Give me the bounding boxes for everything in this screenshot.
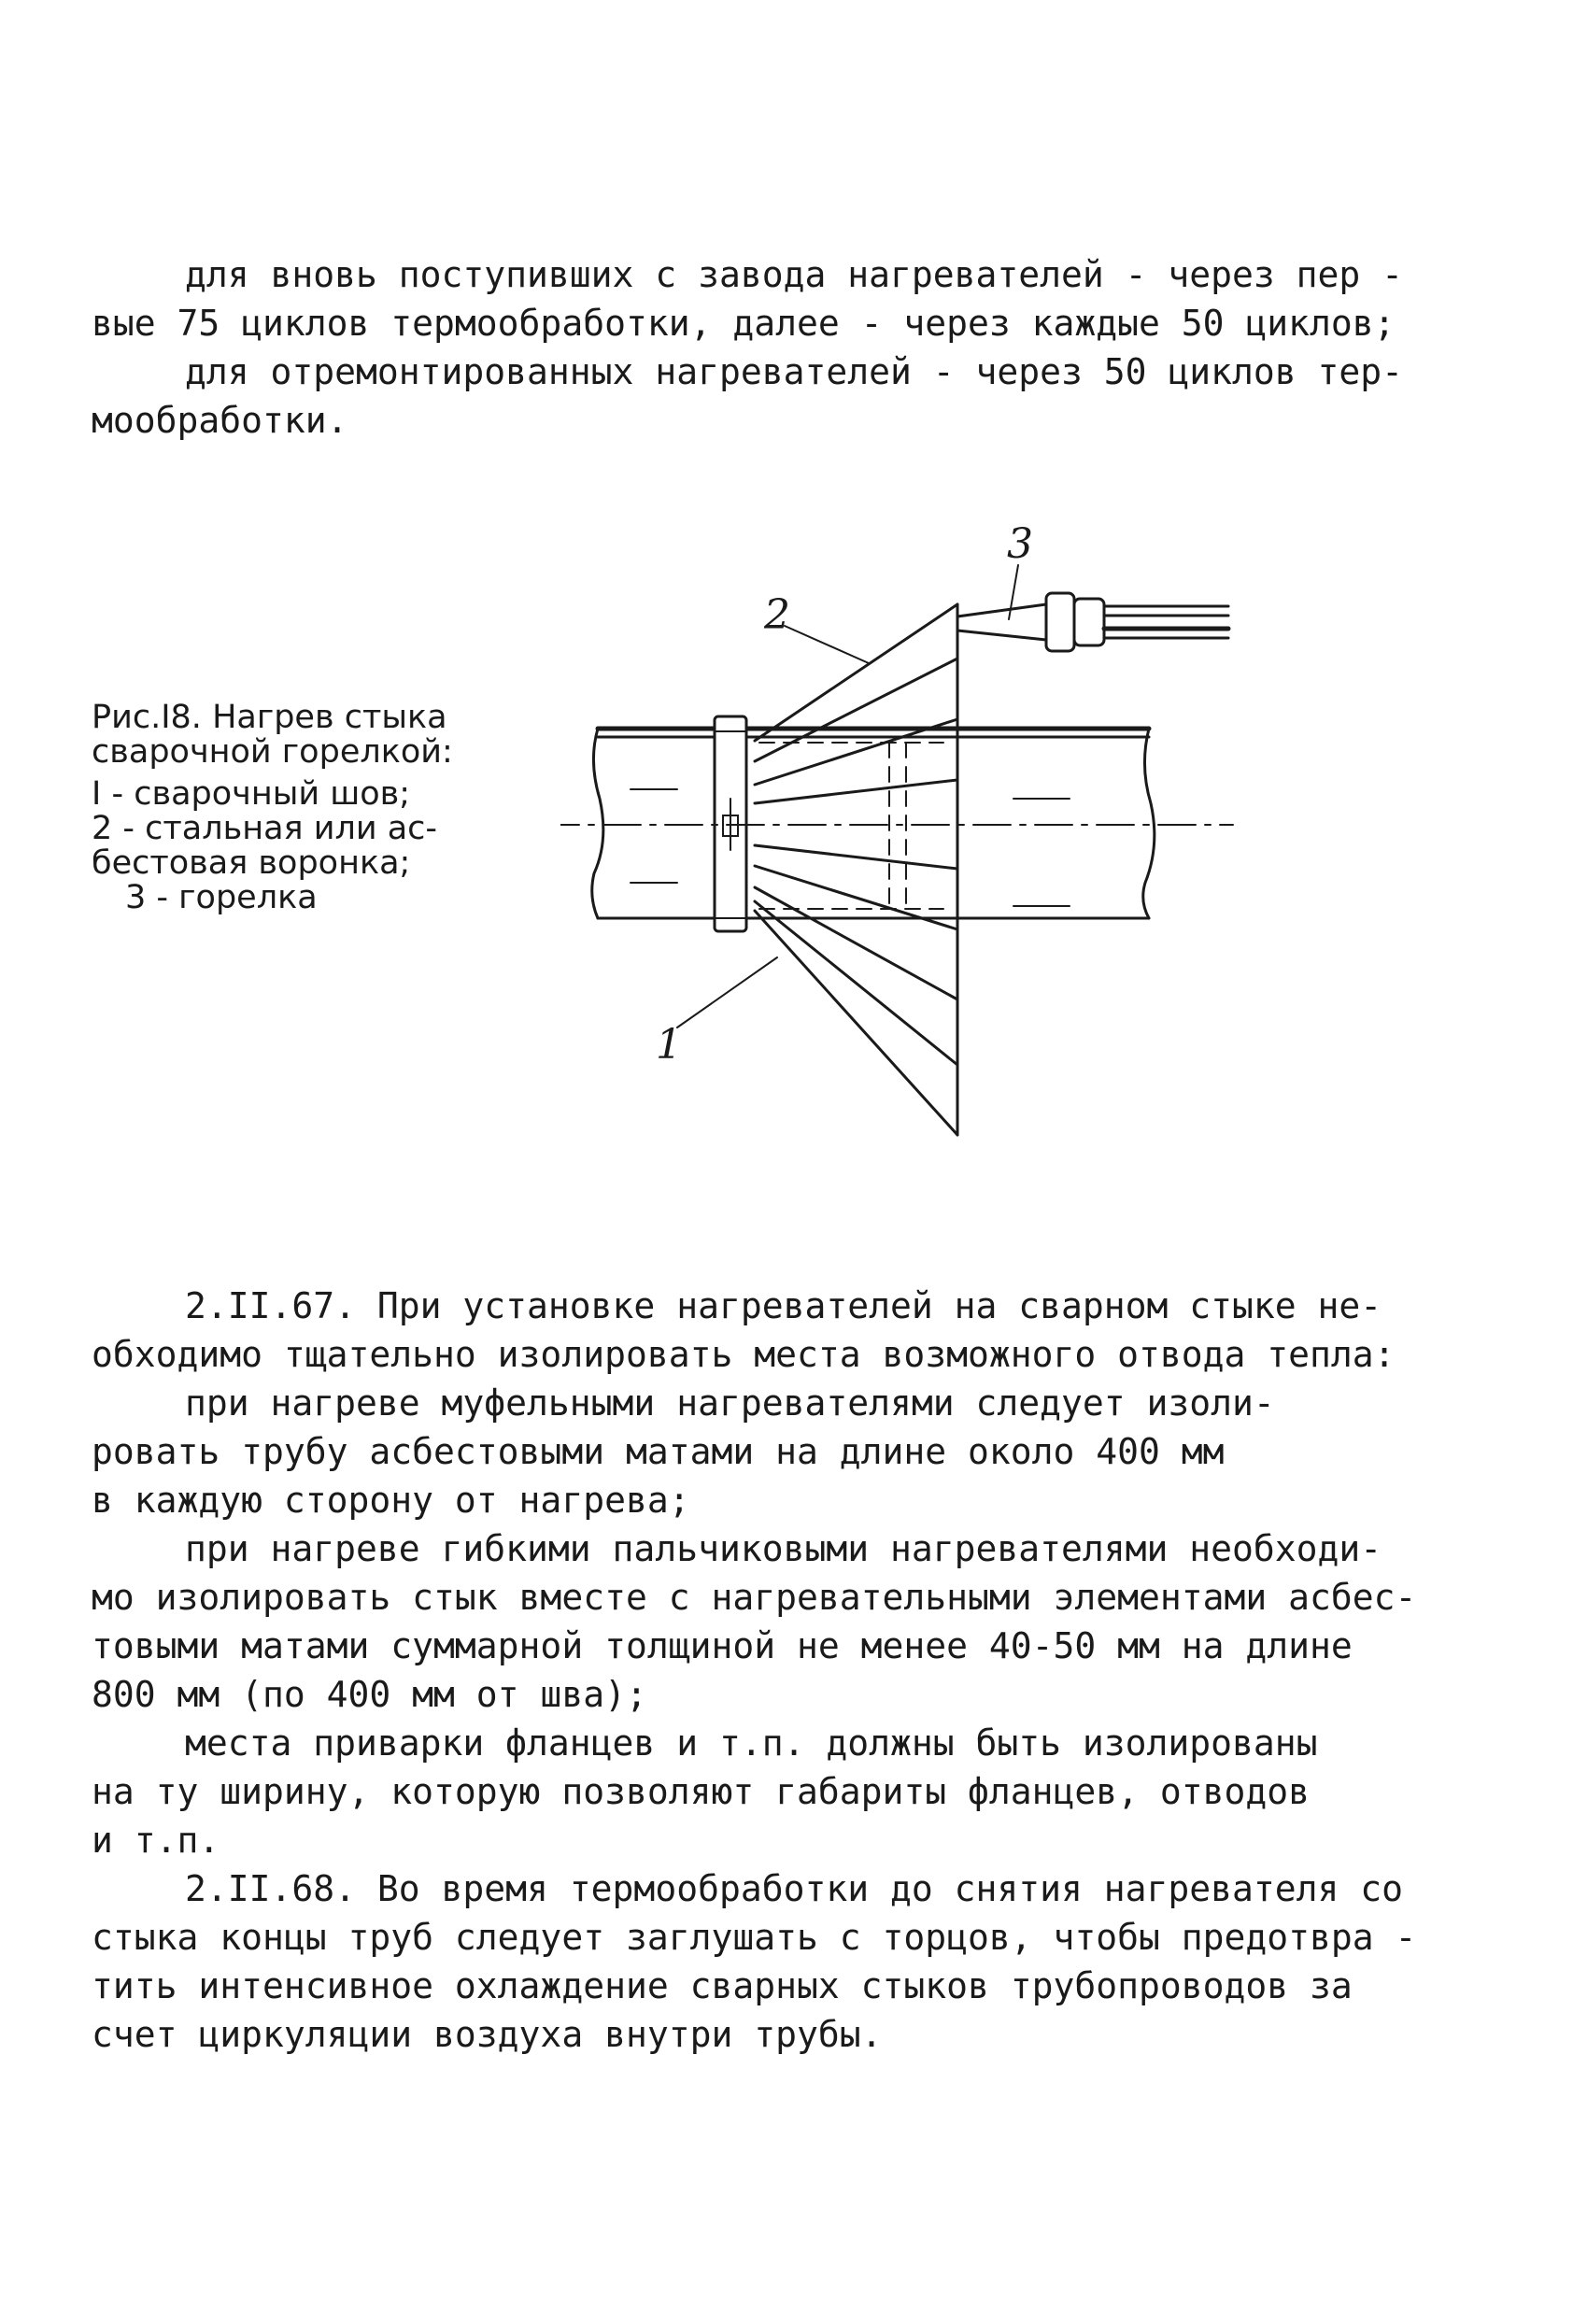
text-line: товыми матами суммарной толщиной не менее 40-50 мм на длине: [92, 1625, 1353, 1666]
leader-1: [677, 957, 777, 1027]
text-line: при нагреве муфельными нагревателями следует изоли-: [185, 1382, 1275, 1424]
text-line: обходимо тщательно изолировать места возможного отвода тепла:: [92, 1334, 1396, 1375]
caption-title-cont: сварочной горелкой:: [92, 733, 453, 771]
figure-caption: [92, 701, 493, 915]
text-line: и т.п.: [92, 1820, 220, 1861]
label-3: 3: [1007, 520, 1033, 568]
burner: [957, 593, 1228, 651]
text-line: 2.II.68. Во время термообработки до снятия нагревателя со: [185, 1868, 1404, 1909]
caption-item-2-cont: бестовая воронка;: [92, 844, 411, 882]
text-line: места приварки фланцев и т.п. должны быть изолированы: [185, 1722, 1318, 1764]
caption-item-3: 3 - горелка: [125, 879, 318, 916]
top-paragraph: [92, 250, 1404, 445]
text-line: ровать трубу асбестовыми матами на длине около 400 мм: [92, 1431, 1225, 1472]
text-line: мообработки.: [92, 400, 348, 441]
leader-3: [1009, 565, 1018, 619]
text-line: стыка концы труб следует заглушать с торцов, чтобы предотвра -: [92, 1917, 1417, 1958]
caption-title: Рис.I8. Нагрев стыка: [92, 699, 447, 736]
text-line: для вновь поступивших с завода нагревателей - через пер -: [185, 254, 1404, 295]
pipe-heating-diagram: [560, 518, 1252, 1172]
label-1: 1: [656, 1021, 682, 1069]
caption-item-1: I - сварочный шов;: [92, 775, 411, 813]
label-2: 2: [764, 591, 790, 639]
text-line: счет циркуляции воздуха внутри трубы.: [92, 2014, 883, 2055]
bottom-paragraphs: [92, 1282, 1417, 2059]
text-line: 2.II.67. При установке нагревателей на сварном стыке не-: [185, 1285, 1382, 1326]
text-line: 800 мм (по 400 мм от шва);: [92, 1674, 647, 1715]
text-line: на ту ширину, которую позволяют габариты фланцев, отводов: [92, 1771, 1311, 1812]
text-line: вые 75 циклов термообработки, далее - через каждые 50 циклов;: [92, 303, 1396, 344]
leader-2: [785, 626, 869, 663]
text-line: в каждую сторону от нагрева;: [92, 1480, 690, 1521]
text-line: для отремонтированных нагревателей - через 50 циклов тер-: [185, 351, 1404, 392]
caption-item-2: 2 - стальная или ас-: [92, 810, 438, 847]
text-line: мо изолировать стык вместе с нагревательными элементами асбес-: [92, 1577, 1417, 1618]
text-line: при нагреве гибкими пальчиковыми нагревателями необходи-: [185, 1528, 1382, 1569]
text-line: тить интенсивное охлаждение сварных стыков трубопроводов за: [92, 1965, 1353, 2006]
funnel: [755, 604, 957, 1135]
pipe: [592, 729, 1155, 918]
